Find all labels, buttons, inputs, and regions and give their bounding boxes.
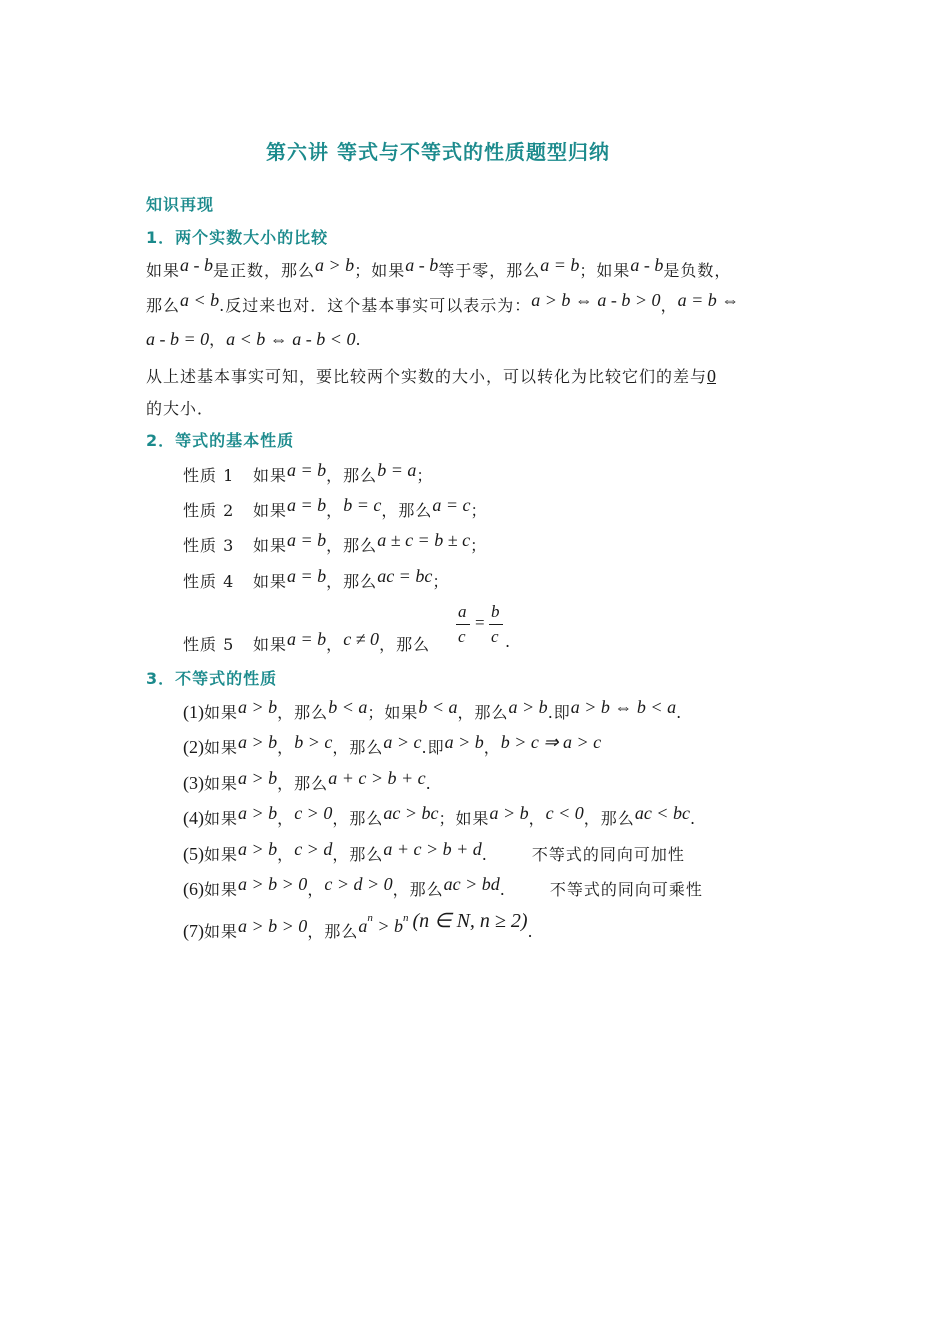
- property-line: 性质 1 如果a = b，那么b = a；: [183, 460, 434, 485]
- fraction-denominator-c: c: [458, 627, 466, 646]
- section-heading-equality: 2．等式的基本性质: [146, 431, 295, 450]
- property-line: 性质 3 如果a = b，那么a ± c = b ± c；: [183, 530, 488, 555]
- paragraph-line: 如果a - b是正数，那么a > b；如果a - b等于零，那么a = b；如果a - b是负数，: [146, 255, 732, 280]
- fraction-bar: [456, 624, 470, 625]
- fraction-numerator-a: a: [458, 602, 467, 621]
- inequality-item: (3)如果a > b，那么a + c > b + c.: [183, 768, 432, 793]
- inequality-note: 不等式的同向可加性: [531, 845, 685, 864]
- section-heading-knowledge: 知识再现: [146, 195, 215, 214]
- inequality-note: 不等式的同向可乘性: [549, 880, 703, 899]
- section-heading-comparison: 1．两个实数大小的比较: [146, 228, 329, 247]
- paragraph-line: 从上述基本事实可知，要比较两个实数的大小，可以转化为比较它们的差与0: [146, 366, 717, 386]
- inequality-item: (2)如果a > b，b > c，那么a > c.即a > b，b > c ⇒ a > c: [183, 732, 602, 757]
- inequality-item: (1)如果a > b，那么b < a；如果b < a，那么a > b.即a > b ⇔ b < a.: [183, 697, 683, 722]
- inequality-item: (6)如果a > b > 0，c > d > 0，那么ac > bd. 不等式的同向可乘性: [183, 874, 703, 899]
- inequality-item: (4)如果a > b，c > 0，那么ac > bc；如果a > b，c < 0，那么ac < bc.: [183, 803, 697, 828]
- section-heading-inequality: 3．不等式的性质: [146, 669, 278, 688]
- fraction-period: .: [505, 632, 512, 651]
- property-line: 性质 5 如果a = b，c ≠ 0，那么: [183, 629, 431, 654]
- paragraph-line: 的大小．: [146, 399, 215, 418]
- inequality-item: (7)如果a > b > 0，那么$a^n > b^n$ (n ∈ N, n ≥ 2).: [183, 910, 534, 941]
- property-line: 性质 4 如果a = b，那么ac = bc；: [183, 566, 450, 591]
- document-title: 第六讲 等式与不等式的性质题型归纳: [266, 140, 610, 164]
- property-line: 性质 2 如果a = b，b = c，那么a = c；: [183, 495, 488, 520]
- fraction-numerator-b: b: [491, 602, 500, 621]
- fraction-denominator-c: c: [491, 627, 499, 646]
- paragraph-line: 那么a < b.反过来也对．这个基本事实可以表示为：a > b ⇔ a - b > 0，a = b ⇔: [146, 290, 740, 315]
- fraction-bar: [489, 624, 503, 625]
- paragraph-line: a - b = 0，a < b ⇔ a - b < 0.: [146, 329, 362, 349]
- inequality-item: (5)如果a > b，c > d，那么a + c > b + d. 不等式的同向可加性: [183, 839, 685, 864]
- equals-sign: =: [475, 613, 485, 632]
